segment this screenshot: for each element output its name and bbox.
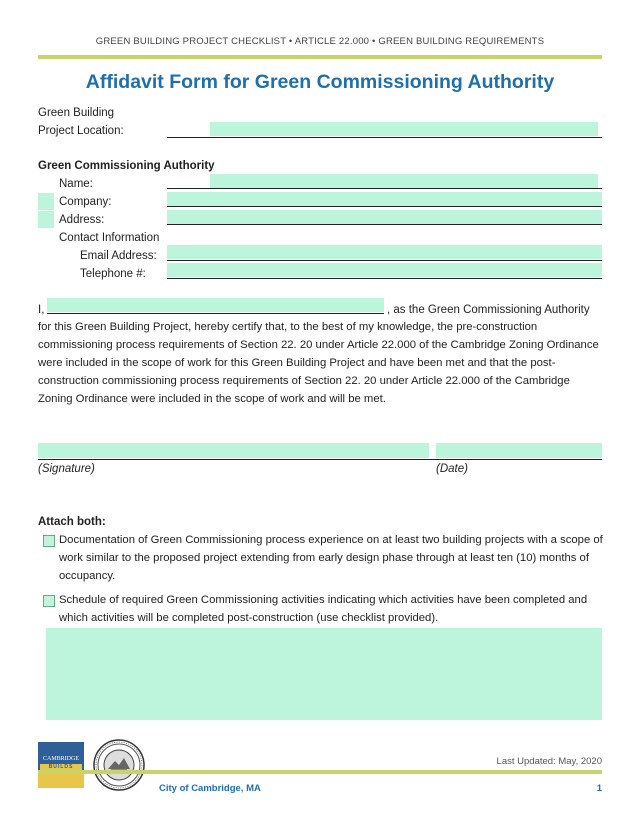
certify-suffix: , as the Green Commissioning Authority [387, 304, 590, 316]
name-label: Name: [59, 178, 93, 190]
signature-label: (Signature) [38, 463, 95, 475]
logo-band [38, 774, 84, 788]
footer-rule [38, 770, 602, 774]
phone-field[interactable] [167, 263, 602, 277]
project-label-line1: Green Building [38, 107, 115, 119]
project-label-line2: Project Location: [38, 125, 124, 137]
name-line [167, 188, 602, 189]
signature-line [38, 459, 602, 460]
authority-heading: Green Commissioning Authority [38, 160, 215, 172]
logo-text-bottom: BUILDS [40, 764, 82, 771]
logo-text-top: CAMBRIDGE [42, 756, 79, 762]
attachment-checkbox-1[interactable] [43, 535, 55, 547]
email-label: Email Address: [80, 250, 157, 262]
city-seal-icon [93, 739, 145, 791]
running-header: GREEN BUILDING PROJECT CHECKLIST • ARTICLE 22.000 • GREEN BUILDING REQUIREMENTS [95, 36, 545, 47]
cambridge-builds-logo [38, 742, 84, 788]
attach-heading: Attach both: [38, 516, 106, 528]
certifier-name-field[interactable] [47, 298, 384, 312]
attachment-checkbox-2[interactable] [43, 595, 55, 607]
header-rule [38, 55, 602, 59]
address-field[interactable] [167, 210, 602, 224]
company-marker-field [38, 193, 54, 210]
name-field[interactable] [210, 174, 598, 188]
email-line [167, 260, 602, 261]
attachment-item-2: Schedule of required Green Commissioning activities indicating which activities have been completed and which activities will be completed post-construction (use checklist provided). [59, 594, 588, 624]
certify-prefix: I, [38, 304, 45, 316]
footer-city: City of Cambridge, MA [159, 783, 261, 794]
project-location-field[interactable] [210, 122, 598, 136]
date-label: (Date) [436, 463, 468, 475]
contact-label: Contact Information [59, 232, 160, 244]
project-location-line [167, 137, 602, 138]
phone-label: Telephone #: [80, 268, 146, 280]
attachment-notes-field[interactable] [46, 628, 602, 720]
page-title: Affidavit Form for Green Commissioning Authority [85, 71, 555, 93]
attachment-item-1: Documentation of Green Commissioning process experience on at least two building projects with a scope of work similar to the proposed project extending from early design phase through at least ten (10) months of occupancy. [59, 534, 603, 582]
phone-line [167, 278, 602, 279]
company-label: Company: [59, 196, 112, 208]
address-label: Address: [59, 214, 105, 226]
page-number: 1 [596, 783, 602, 794]
address-marker-field [38, 211, 54, 228]
company-field[interactable] [167, 192, 602, 206]
signature-field[interactable] [38, 443, 429, 458]
email-field[interactable] [167, 245, 602, 259]
last-updated: Last Updated: May, 2020 [496, 756, 602, 767]
address-line [167, 224, 602, 225]
date-field[interactable] [436, 443, 602, 458]
company-line [167, 206, 602, 207]
certifier-name-line [47, 313, 384, 314]
certification-text: for this Green Building Project, hereby certify that, to the best of my knowledge, the pre-construction commissioning process requirements of Section 22. 20 under Article 22.000 of the Cambridge Zoning Ordinance were included in the scope of work for this Green Building Project and have been met and that the post-construction commissioning process requirements of Section 22. 20 under Article 22.000 of the Cambridge Zoning Ordinance were included in the scope of work and will be met. [38, 321, 599, 405]
